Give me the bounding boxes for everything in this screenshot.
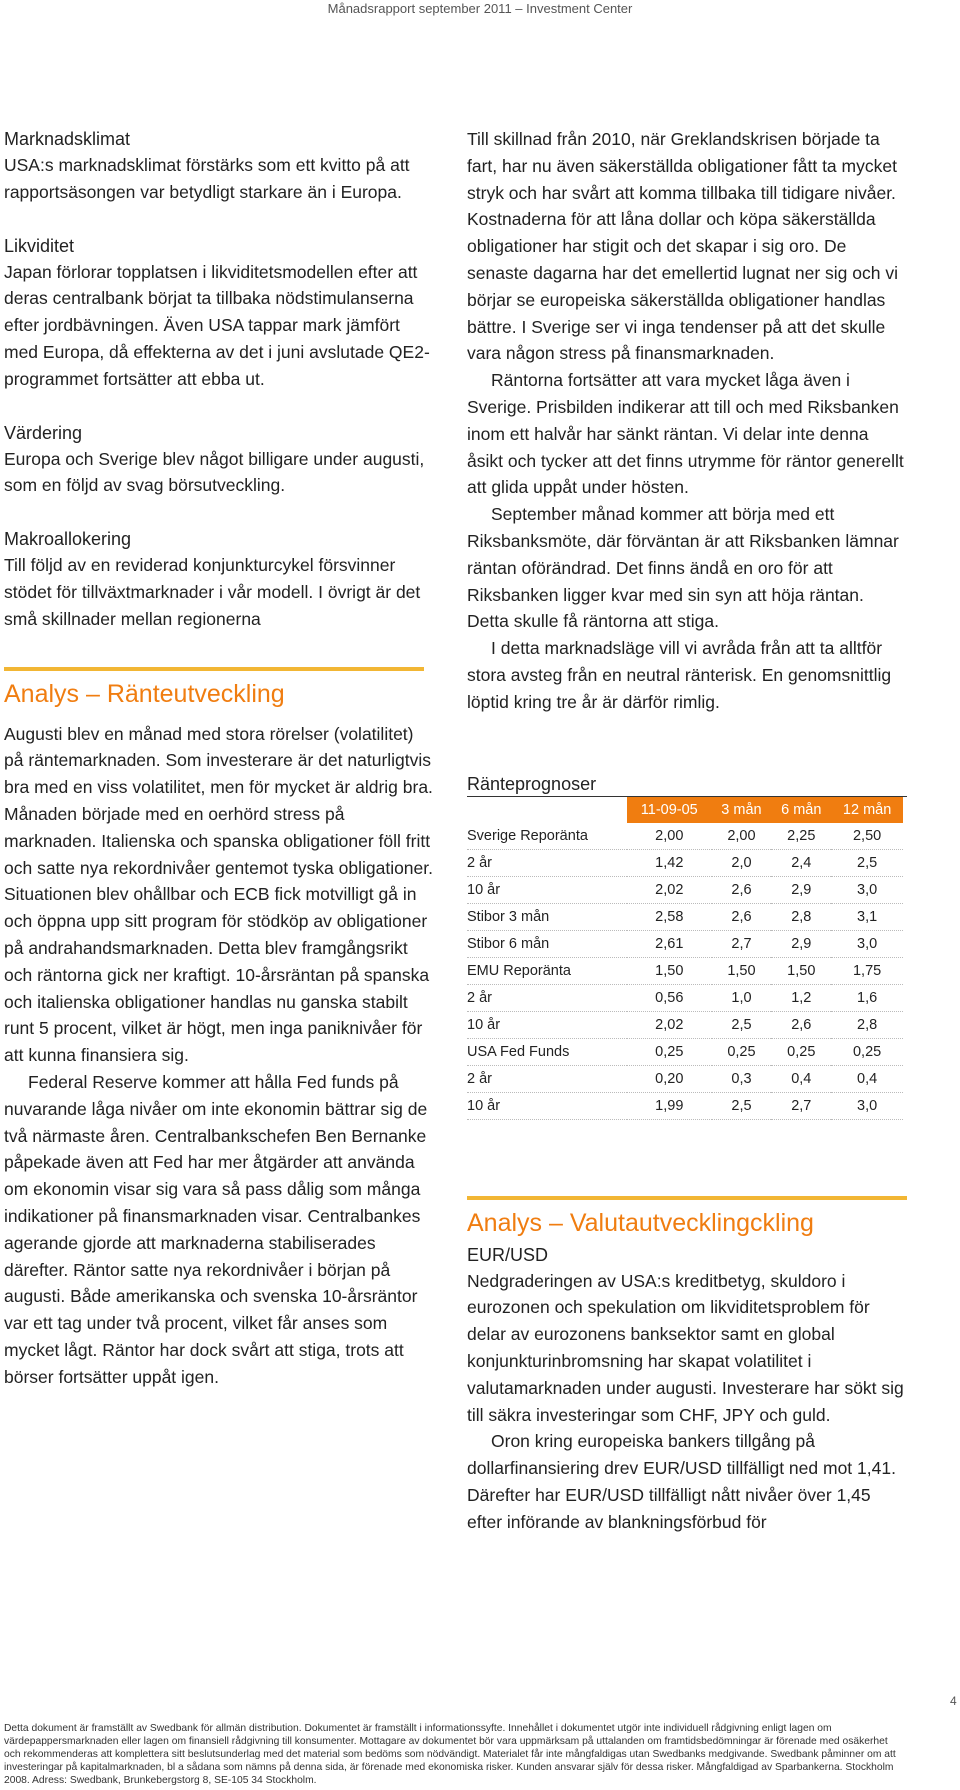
rate-value: 2,02 [627, 876, 712, 903]
rate-value: 2,50 [831, 823, 903, 850]
subheading-eurusd: EUR/USD [467, 1244, 549, 1265]
rate-value: 2,25 [771, 823, 831, 850]
rate-value: 2,00 [627, 823, 712, 850]
row-label: EMU Reporänta [467, 957, 627, 984]
page-number: 4 [950, 1694, 957, 1708]
rate-value: 3,0 [831, 930, 903, 957]
paragraph: September månad kommer att börja med ett Riksbanksmöte, där förväntan är att Riksbanken lämnar räntan oförändrad. Det finns ändå en oro för att Riksbanken ligger kvar med sin syn att höja räntan. Detta skulle få räntorna att stiga. [467, 504, 899, 632]
table-row [467, 903, 903, 930]
rate-value: 2,7 [712, 930, 772, 957]
rate-value: 0,25 [627, 1038, 712, 1065]
table-row [467, 1065, 903, 1092]
rate-forecast-table [467, 797, 903, 1120]
rate-value: 2,7 [771, 1092, 831, 1119]
rate-value: 0,56 [627, 984, 712, 1011]
analysis-paragraph: Nedgraderingen av USA:s kreditbetyg, skuldoro i eurozonen och spekulation om likviditetsproblem för delar av eurozonens banksektor samt en global konjunkturinbromsning har skapat volatilitet i valutamarknaden under augusti. Investerare har sökt sig till säkra investeringar som CHF, JPY och guld. [467, 1270, 904, 1425]
section-text: Till följd av en reviderad konjunkturcykel försvinner stödet för tillväxtmarknader i vår modell. I övrigt är det små skillnader mellan regionerna [4, 555, 421, 629]
rate-value: 3,0 [831, 876, 903, 903]
section-makroallokering [4, 526, 434, 632]
rate-value: 1,0 [712, 984, 772, 1011]
rate-value: 2,5 [831, 849, 903, 876]
rate-value: 2,5 [712, 1011, 772, 1038]
rate-value: 2,9 [771, 876, 831, 903]
row-label: 2 år [467, 849, 627, 876]
table-title: Ränteprognoser [467, 773, 597, 794]
rate-value: 2,58 [627, 903, 712, 930]
rate-value: 0,3 [712, 1065, 772, 1092]
analysis-paragraph: Federal Reserve kommer att hålla Fed funds på nuvarande låga nivåer om inte ekonomin bättrar sig de två närmaste åren. Centralbankschefen Ben Bernanke påpekade även att Fed har mer åtgärder att använda om ekonomin visar sig vara så pass dålig som många indikationer på finansmarknaden visar. Centralbankes agerande gjorde att marknaderna stabiliserades därefter. Räntor satte nya rekordnivåer i början på augusti. Både amerikanska och svenska 10-årsräntor var ett tag under två procent, vilket får anses som mycket lågt. Räntor har dock svårt att stiga, trots att börser fortsätter uppåt igen. [4, 1071, 428, 1387]
table-row [467, 1092, 903, 1119]
rate-value: 1,75 [831, 957, 903, 984]
section-text: Japan förlorar topplatsen i likviditetsmodellen efter att deras centralbank börjat ta tillbaka nödstimulanserna efter jordbävningen. Även USA tappar mark jämfört med Europa, då effekterna av det i juni avslutade QE2-programmet fortsätter att ebba ut. [4, 261, 430, 389]
right-column [467, 126, 907, 1536]
section-vardering [4, 420, 434, 500]
section-text: USA:s marknadsklimat förstärks som ett kvitto på att rapportsäsongen var betydligt starkare än i Europa. [4, 155, 410, 202]
rate-value: 2,02 [627, 1011, 712, 1038]
rate-value: 1,2 [771, 984, 831, 1011]
rate-value: 1,6 [831, 984, 903, 1011]
rate-value: 2,8 [831, 1011, 903, 1038]
row-label: Stibor 6 mån [467, 930, 627, 957]
rate-value: 0,4 [771, 1065, 831, 1092]
analysis-paragraph: Oron kring europeiska bankers tillgång på dollarfinansiering drev EUR/USD tillfälligt ned mot 1,41. Därefter har EUR/USD tillfälligt nått nivåer över 1,45 efter införande av blankningsförbud för [467, 1431, 896, 1532]
section-title: Marknadsklimat [4, 129, 131, 149]
section-title: Likviditet [4, 235, 75, 256]
section-rule [467, 1196, 907, 1200]
row-label: 2 år [467, 1065, 627, 1092]
rate-value: 1,50 [627, 957, 712, 984]
rate-value: 1,50 [771, 957, 831, 984]
rate-value: 2,6 [771, 1011, 831, 1038]
section-text: Europa och Sverige blev något billigare under augusti, som en följd av svag börsutveckling. [4, 448, 425, 496]
rate-value: 2,0 [712, 849, 772, 876]
section-title: Värdering [4, 422, 83, 443]
analysis-title-ranteutveckling: Analys – Ränteutveckling [4, 679, 285, 708]
row-label: 10 år [467, 1092, 627, 1119]
row-label: 2 år [467, 984, 627, 1011]
rate-value: 1,42 [627, 849, 712, 876]
row-label: 10 år [467, 876, 627, 903]
disclaimer-footer: Detta dokument är framställt av Swedbank för allmän distribution. Dokumentet är framställt i informationssyfte. Innehållet i dokumentet utgör inte individuell rådgivning enligt lagen om värdepappersmarknaden eller lagen om finansiell rådgivning till konsumenter. Mottagare av dokumentet bör vara uppmärksam på uttalanden om framtidsbedömningar är förenade med osäkerhet och rekommenderas att komplettera sitt beslutsunderlag med det material som bedöms som nödvändigt. Materialet får inte mångfaldigas utan Swedbanks medgivande. Swedbank påminner om att investeringar på kapitalmarknaden, bl a sådana som nämns på denna sida, är förenade med ekonomiska risker. Kunden ansvarar själv för dessa risker. Mångfaldigad av Sparbankerna. Stockholm 2008. Adress: Swedbank, Brunkebergstorg 8, SE-105 34 Stockholm. [4, 1723, 896, 1786]
paragraph: I detta marknadsläge vill vi avråda från att ta alltför stora avsteg från en neutral ränterisk. En genomsnittlig löptid kring tre år är därför rimlig. [467, 638, 892, 712]
rate-value: 1,99 [627, 1092, 712, 1119]
table-row [467, 823, 903, 850]
page-header: Månadsrapport september 2011 – Investment Center [327, 1, 633, 16]
table-row [467, 1038, 903, 1065]
table-header-cell [467, 797, 627, 823]
table-row [467, 957, 903, 984]
paragraph: Räntorna fortsätter att vara mycket låga även i Sverige. Prisbilden indikerar att till och med Riksbanken inom ett halvår har sänkt räntan. Vi delar inte denna åsikt och tycker att det finns utrymme för räntor generellt att glida uppåt under hösten. [467, 370, 904, 498]
row-label: 10 år [467, 1011, 627, 1038]
row-label: USA Fed Funds [467, 1038, 627, 1065]
table-row [467, 849, 903, 876]
rate-value: 2,4 [771, 849, 831, 876]
row-label: Sverige Reporänta [467, 823, 627, 850]
rate-value: 3,1 [831, 903, 903, 930]
rate-value: 0,20 [627, 1065, 712, 1092]
rate-value: 1,50 [712, 957, 772, 984]
rate-value: 2,61 [627, 930, 712, 957]
table-header-cell: 3 mån [712, 797, 772, 823]
section-title: Makroallokering [4, 529, 132, 550]
section-likviditet [4, 233, 434, 393]
section-marknadsklimat [4, 126, 434, 206]
table-row [467, 984, 903, 1011]
table-header-row [467, 797, 903, 823]
table-row [467, 1011, 903, 1038]
section-rule [4, 667, 424, 671]
paragraph: Till skillnad från 2010, när Greklandskrisen började ta fart, har nu även säkerställda obligationer fått ta mycket stryk och har svårt att komma tillbaka till tidigare nivåer. Kostnaderna för att låna dollar och köpa säkerställda obligationer har stigit och det skapar i sig oro. De senaste dagarna har det emellertid lugnat ner sig och vi börjar se europeiska säkerställda obligationer handlas bättre. I Sverige ser vi inga tendenser på att det skulle vara någon stress på finansmarknaden. [467, 129, 898, 364]
analysis-paragraph: Augusti blev en månad med stora rörelser (volatilitet) på räntemarknaden. Som investerare är det naturligtvis bra med en viss volatilitet, men för mycket är aldrig bra. Månaden började med en oerhörd stress på marknaden. Italienska och spanska obligationer föll fritt och satte nya rekordnivåer gentemot tyska obligationer. Situationen blev ohållbar och ECB fick motvilligt gå in och öppna upp sitt program för stödköp av obligationer på andrahandsmarknaden. Detta blev framgångsrikt och räntorna gick ner kraftigt. 10-årsräntan på spanska och italienska obligationer handlas nu ganska stabilt runt 5 procent, vilket är högt, men inga paniknivåer för att kunna finansiera sig. [4, 723, 433, 1066]
rate-value: 0,25 [712, 1038, 772, 1065]
rate-value: 0,25 [771, 1038, 831, 1065]
left-column [4, 126, 434, 1390]
row-label: Stibor 3 mån [467, 903, 627, 930]
table-row [467, 876, 903, 903]
rate-value: 2,6 [712, 903, 772, 930]
rate-value: 2,00 [712, 823, 772, 850]
rate-value: 0,4 [831, 1065, 903, 1092]
rate-value: 0,25 [831, 1038, 903, 1065]
table-header-cell: 6 mån [771, 797, 831, 823]
table-row [467, 930, 903, 957]
table-header-cell: 11-09-05 [627, 797, 712, 823]
rate-value: 2,9 [771, 930, 831, 957]
analysis-title-valuta: Analys – Valutautvecklingckling [467, 1208, 814, 1237]
rate-value: 2,6 [712, 876, 772, 903]
table-header-cell: 12 mån [831, 797, 903, 823]
rate-value: 3,0 [831, 1092, 903, 1119]
rate-value: 2,5 [712, 1092, 772, 1119]
rate-value: 2,8 [771, 903, 831, 930]
